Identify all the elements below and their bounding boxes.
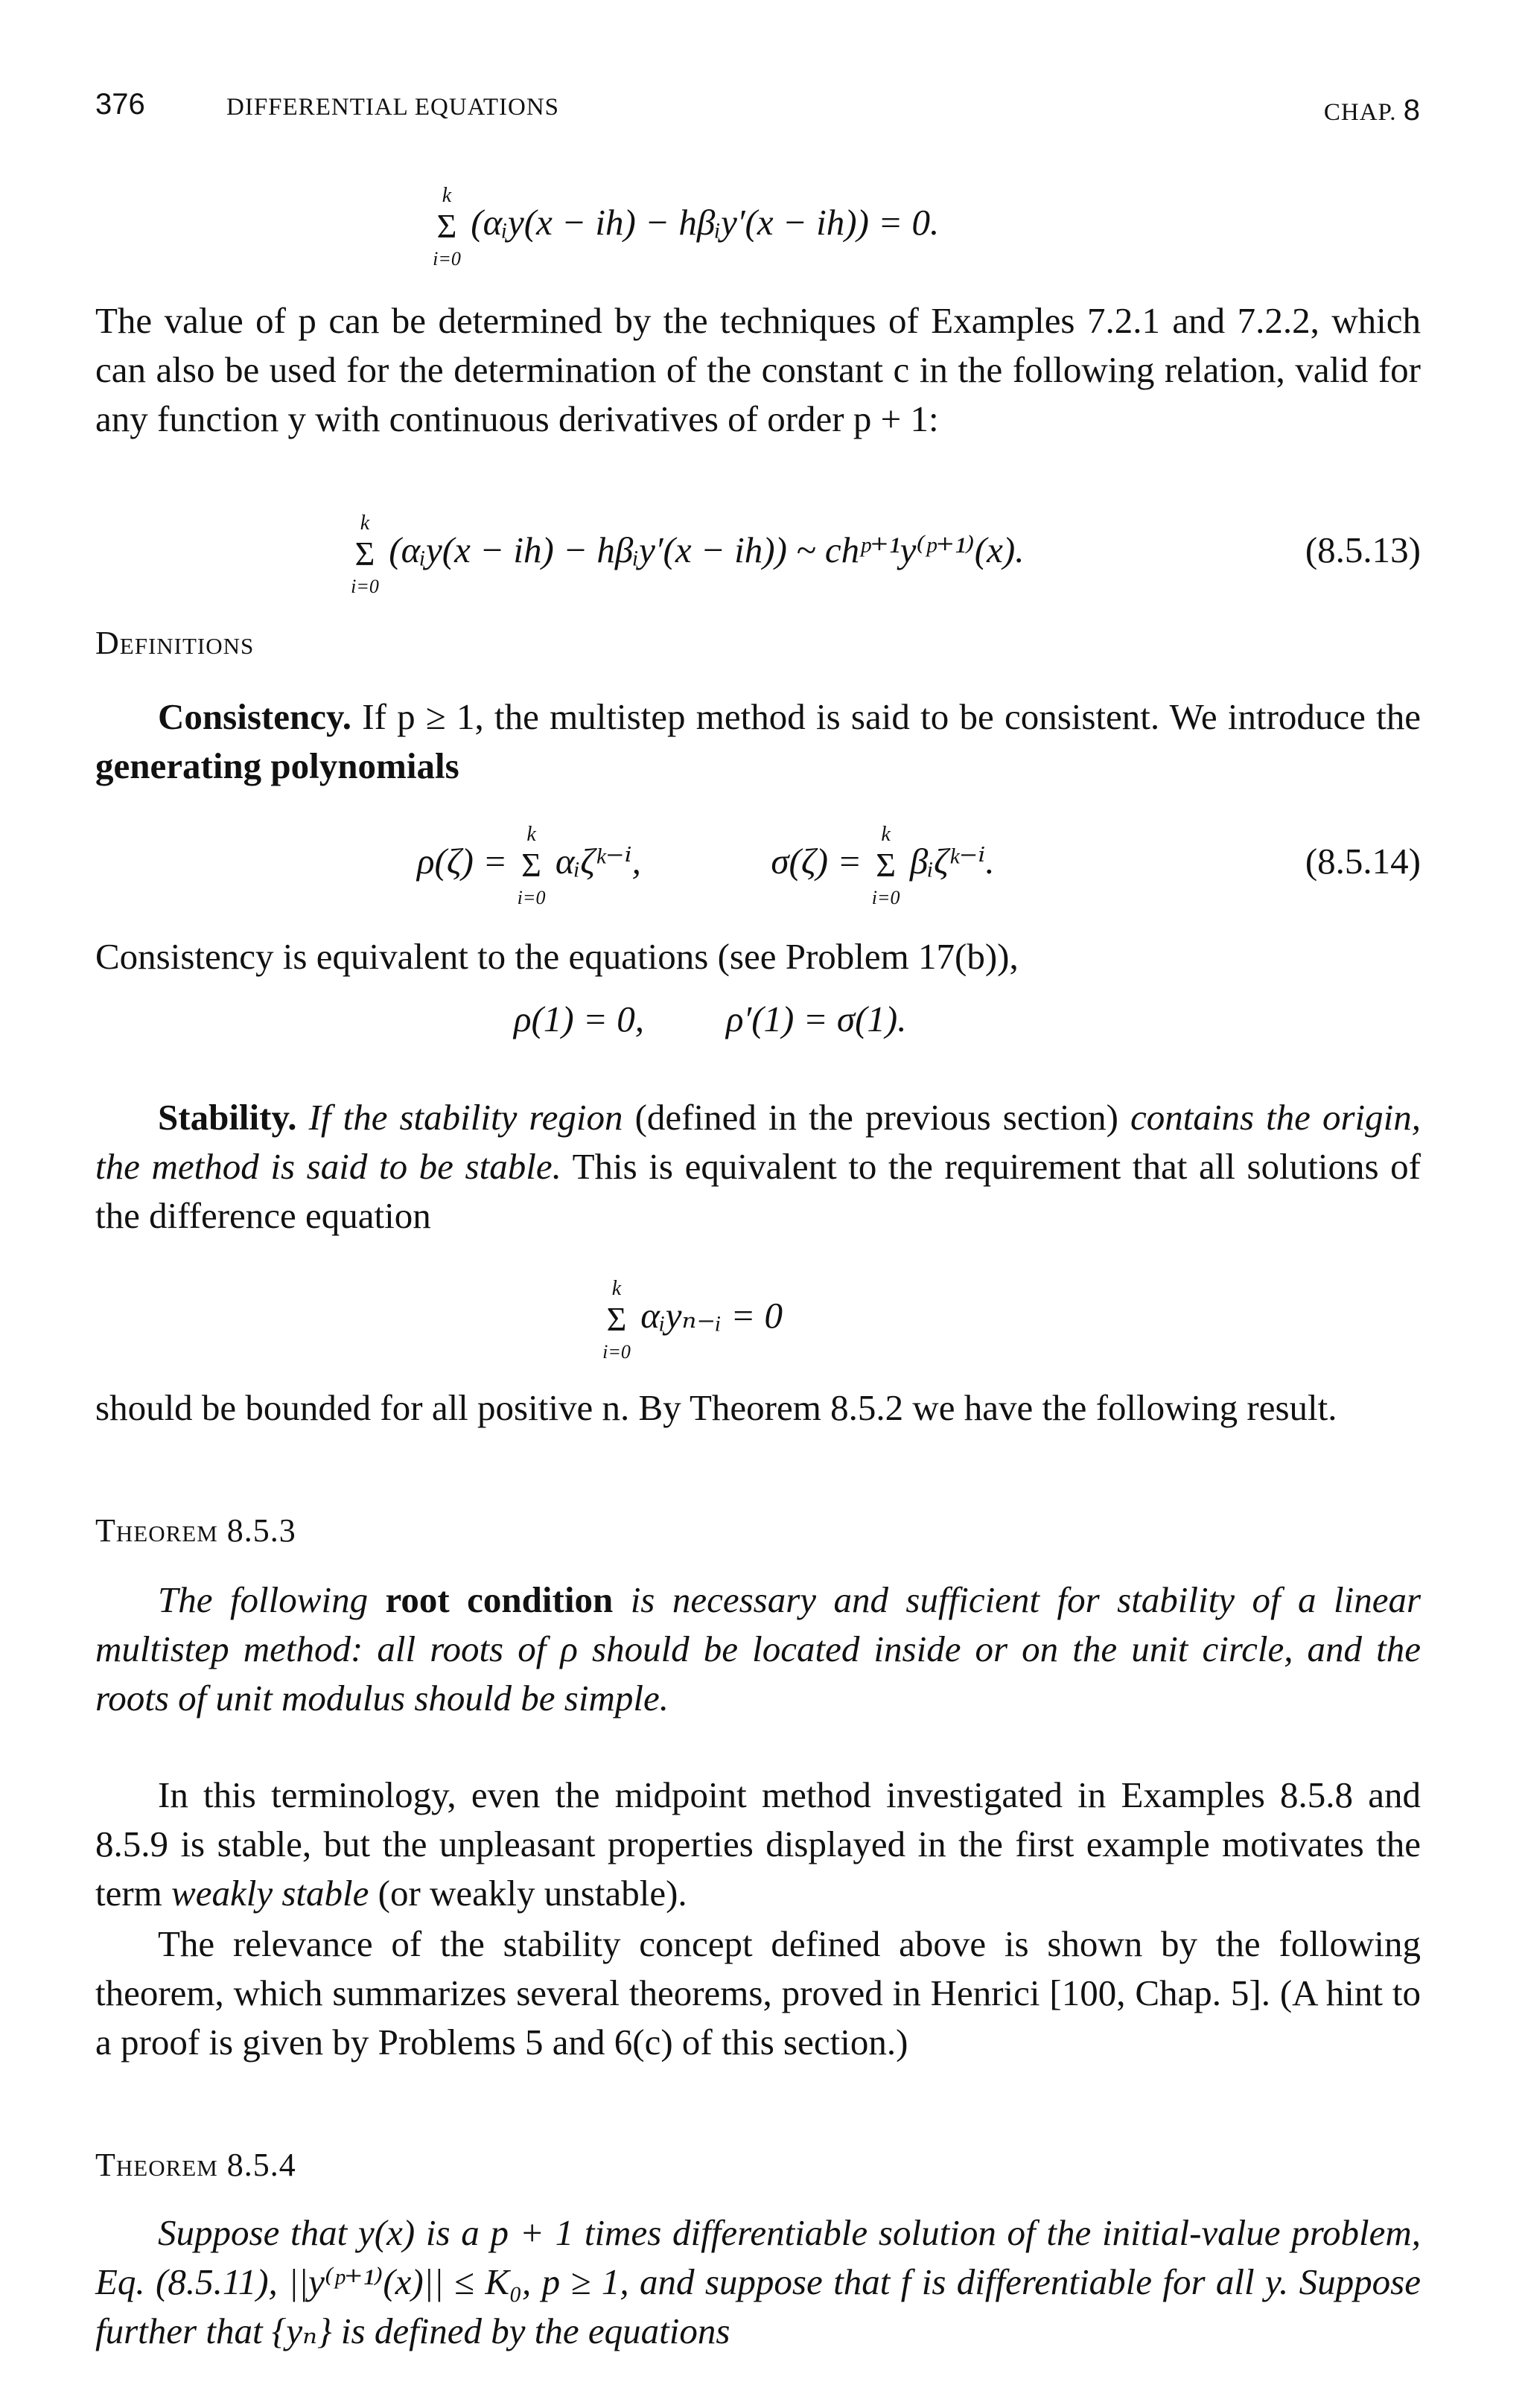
definitions-heading: Definitions xyxy=(95,625,255,661)
summation-sign: k Σ i=0 xyxy=(433,183,461,270)
root-condition-term: root condition xyxy=(385,1579,614,1620)
book-page: 376 DIFFERENTIAL EQUATIONS CHAP. 8 k Σ i=0 (αᵢy(x − ih) − hβᵢy′(x − ih)) = 0. The value of p can be determined by the techniques of Examples 7.2.1 and 7.2.2, which can also be used for the determination of the constant c in the following relation, valid for any function y with continuous derivatives of order p + 1: k Σ i=0 (αᵢy(x − ih) − hβᵢy′(x − ih)) ~ chᵖ⁺¹y⁽ᵖ⁺¹⁾(x). (8.5.13) Definitions Consistency. If p ≥ 1, the multistep method is said to be consistent. We introduce the generating polynomials ρ(ζ) = k Σ i=0 αᵢζᵏ⁻ⁱ, σ(ζ) = k Σ i=0 βᵢζᵏ⁻ⁱ. (8.5.14) Consistency is equivalent to the equations (see Problem 17(b)), ρ(1) = 0, ρ′(1) = σ(1). Stability. If the stability region (defined in the previous section) contains the origin, the method is said to be stable. This is equivalent to the requirement that all solutions of the difference equation k Σ i=0 αᵢyₙ₋ᵢ = 0 should be bounded for all positive n. By Theorem 8.5.2 we have the following result. Theorem 8.5.3 The following root condition is necessary and sufficient for stability of a linear multistep method: all roots of ρ should be located inside or on the unit circle, and the roots of unit modulus should be simple. In this terminology, even the midpoint method investigated in Examples 8.5.8 and 8.5.9 is stable, but the unpleasant properties displayed in the first example motivates the term weakly stable (or weakly unstable). The relevance of the stability concept defined above is shown by the following theorem, which summarizes several theorems, proved in Henrici [100, Chap. 5]. (A hint to a proof is given by Problems 5 and 6(c) of this section.) Theorem 8.5.4 Suppose that y(x) is a p + 1 times differentiable solution of the initial-value problem, Eq. (8.5.11), ||y⁽ᵖ⁺¹⁾(x)|| ≤ K₀, p ≥ 1, and suppose that f is differentiable for all y. Suppose further that {yₙ} is defined by the equations xyxy=(0,0,1525,2408)
chapter-label: CHAP. 8 xyxy=(1323,94,1421,127)
paragraph-consistency-equiv: Consistency is equivalent to the equations (see Problem 17(b)), xyxy=(95,936,1019,977)
theorem-8-5-4-heading: Theorem 8.5.4 xyxy=(95,2147,296,2183)
paragraph-stability: Stability. If the stability region (defined in the previous section) contains the origin, the method is said to be stable. This is equivalent to the requirement that all solutions of the difference equation xyxy=(95,1097,1421,1236)
summation-sign: k Σ i=0 xyxy=(871,822,900,908)
paragraph-bounded: should be bounded for all positive n. By Theorem 8.5.2 we have the following result. xyxy=(95,1387,1337,1428)
generating-polynomials-term: generating polynomials xyxy=(95,745,459,786)
paragraph-consistency: Consistency. If p ≥ 1, the multistep method is said to be consistent. We introduce the generating polynomials xyxy=(95,696,1421,786)
theorem-8-5-4-statement: Suppose that y(x) is a p + 1 times differentiable solution of the initial-value problem, Eq. (8.5.11), ||y⁽ᵖ⁺¹⁾(x)|| ≤ K₀, p ≥ 1, and suppose that f is differentiable for all y. Suppose further that {yₙ} is defined by the equations xyxy=(95,2212,1421,2351)
running-header xyxy=(95,88,1421,133)
theorem-8-5-3-statement: The following root condition is necessary and sufficient for stability of a linear multistep method: all roots of ρ should be located inside or on the unit circle, and the roots of unit modulus should be simple. xyxy=(95,1579,1421,1719)
stability-label: Stability. xyxy=(158,1097,297,1138)
theorem-8-5-3-heading: Theorem 8.5.3 xyxy=(95,1512,296,1549)
paragraph-terminology: In this terminology, even the midpoint method investigated in Examples 8.5.8 and 8.5.9 is stable, but the unpleasant properties displayed in the first example motivates the term weakly stable (or weakly unstable). xyxy=(95,1774,1421,1914)
equation-body: (αᵢy(x − ih) − hβᵢy′(x − ih)) = 0. xyxy=(471,202,940,243)
summation-sign: k Σ i=0 xyxy=(517,822,546,908)
running-head: DIFFERENTIAL EQUATIONS xyxy=(226,94,560,121)
consistency-label: Consistency. xyxy=(158,696,352,737)
summation-sign: k Σ i=0 xyxy=(351,511,379,597)
chapter-number: 8 xyxy=(1403,94,1421,127)
paragraph-relevance: The relevance of the stability concept defined above is shown by the following theorem, which summarizes several theorems, proved in Henrici [100, Chap. 5]. (A hint to a proof is given by Problems 5 and 6(c) of this section.) xyxy=(95,1923,1421,2063)
page-number: 376 xyxy=(95,88,145,121)
summation-sign: k Σ i=0 xyxy=(602,1276,631,1363)
equation-number: (8.5.13) xyxy=(1305,529,1421,570)
equation-body: αᵢyₙ₋ᵢ = 0 xyxy=(640,1295,783,1336)
paragraph-p-value: The value of p can be determined by the techniques of Examples 7.2.1 and 7.2.2, which can also be used for the determination of the constant c in the following relation, valid for any function y with continuous derivatives of order p + 1: xyxy=(95,300,1421,439)
equation-number: (8.5.14) xyxy=(1305,841,1421,882)
equation-body: (αᵢy(x − ih) − hβᵢy′(x − ih)) ~ chᵖ⁺¹y⁽ᵖ⁺¹⁾(x). xyxy=(389,529,1025,570)
